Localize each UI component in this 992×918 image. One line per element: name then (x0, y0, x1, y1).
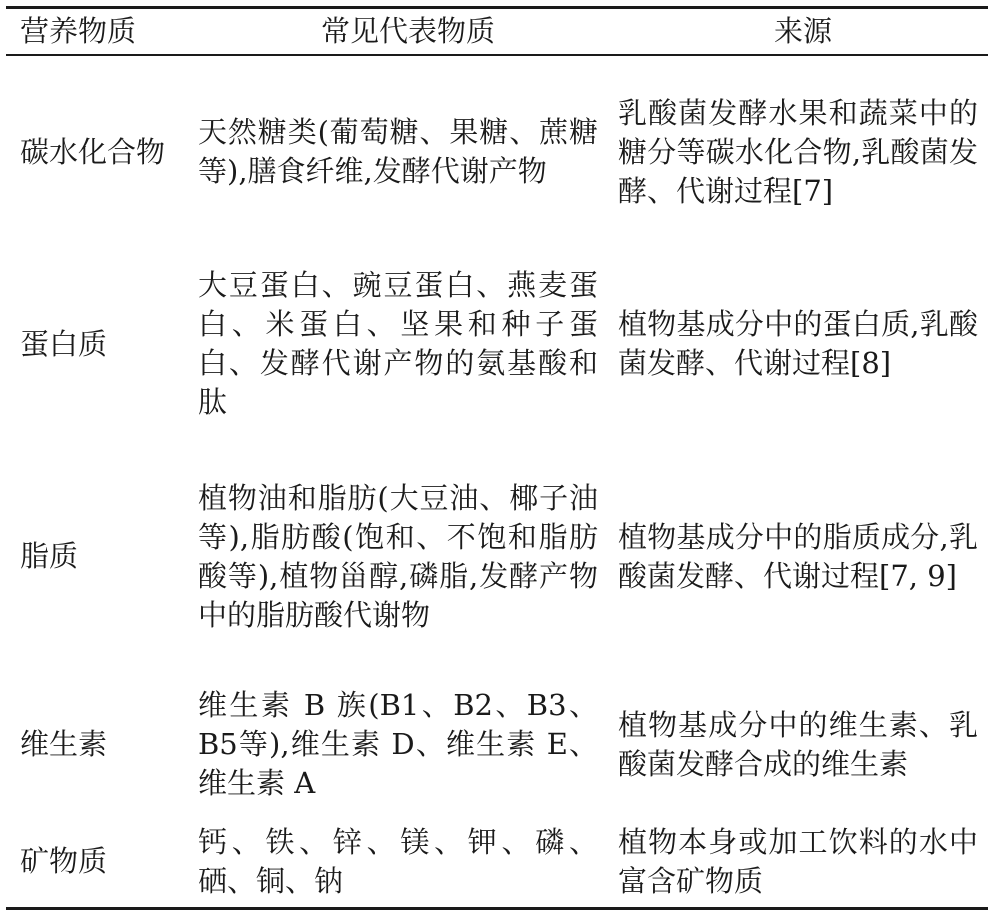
header-representatives: 常见代表物质 (320, 14, 495, 48)
table-row (6, 440, 988, 673)
source-text: 植物基成分中的脂质成分,乳酸菌发酵、代谢过程[7, 9] (618, 519, 978, 593)
table-header-row (6, 8, 988, 56)
nutrient-text: 矿物质 (20, 844, 108, 878)
cell-representatives (198, 673, 618, 816)
cell-nutrient (6, 248, 198, 440)
cell-nutrient (6, 440, 198, 673)
table-row (6, 248, 988, 440)
representatives-text: 维生素 B 族(B1、B2、B3、B5等),维生素 D、维生素 E、维生素 A (198, 688, 598, 800)
cell-source (618, 816, 988, 909)
cell-source (618, 440, 988, 673)
table-row (6, 55, 988, 248)
cell-representatives (198, 440, 618, 673)
nutrient-table (6, 6, 988, 910)
representatives-text: 天然糖类(葡萄糖、果糖、蔗糖等),膳食纤维,发酵代谢产物 (198, 115, 598, 188)
representatives-text: 钙、铁、锌、镁、钾、磷、硒、铜、钠 (198, 824, 598, 898)
cell-source (618, 673, 988, 816)
cell-nutrient (6, 816, 198, 909)
representatives-text: 植物油和脂肪(大豆油、椰子油等),脂肪酸(饱和、不饱和脂肪酸等),植物甾醇,磷脂,发酵产物中的脂肪酸代谢物 (198, 480, 598, 632)
nutrient-text: 碳水化合物 (20, 134, 166, 169)
cell-representatives (198, 248, 618, 440)
cell-representatives (198, 816, 618, 909)
nutrient-text: 脂质 (20, 539, 79, 573)
cell-representatives (198, 55, 618, 248)
representatives-text: 大豆蛋白、豌豆蛋白、燕麦蛋白、米蛋白、坚果和种子蛋白、发酵代谢产物的氨基酸和肽 (198, 268, 598, 419)
cell-nutrient (6, 55, 198, 248)
header-nutrient: 营养物质 (20, 14, 137, 48)
table-row (6, 816, 988, 909)
nutrient-table-container (6, 6, 988, 910)
nutrient-text: 维生素 (20, 727, 108, 761)
cell-nutrient (6, 673, 198, 816)
nutrient-text: 蛋白质 (20, 326, 108, 361)
source-text: 植物基成分中的维生素、乳酸菌发酵合成的维生素 (618, 707, 978, 781)
source-text: 乳酸菌发酵水果和蔬菜中的糖分等碳水化合物,乳酸菌发酵、代谢过程[7] (618, 95, 978, 208)
source-text: 植物基成分中的蛋白质,乳酸菌发酵、代谢过程[8] (618, 307, 978, 380)
cell-source (618, 248, 988, 440)
source-text: 植物本身或加工饮料的水中富含矿物质 (618, 824, 978, 898)
table-row (6, 673, 988, 816)
header-source: 来源 (773, 14, 832, 48)
cell-source (618, 55, 988, 248)
